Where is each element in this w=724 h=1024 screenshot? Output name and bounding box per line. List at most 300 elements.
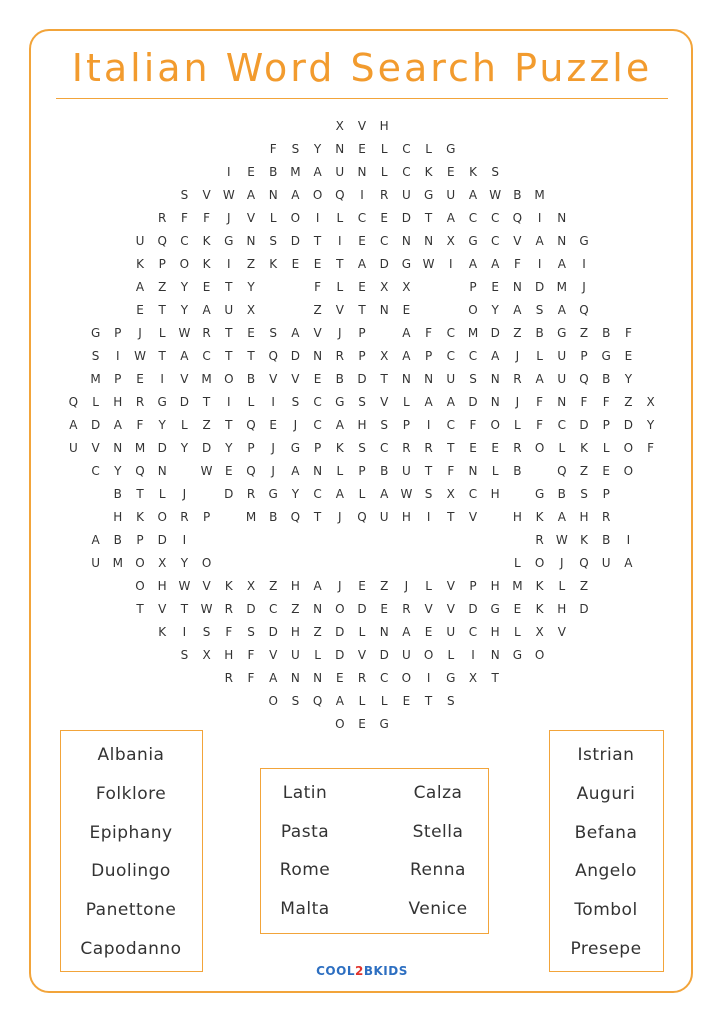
grid-letter: R [246, 487, 256, 501]
word-list-left [60, 730, 203, 972]
grid-letter: L [514, 418, 521, 432]
grid-letter: L [358, 487, 366, 501]
grid-letter: A [468, 188, 478, 202]
grid-letter: C [268, 602, 278, 616]
grid-letter: M [534, 188, 545, 202]
grid-letter: K [469, 165, 477, 179]
grid-letter: L [181, 418, 188, 432]
grid-letter: R [402, 441, 411, 455]
grid-letter: Q [579, 303, 589, 317]
grid-letter: N [490, 372, 500, 386]
grid-letter: X [468, 671, 478, 685]
grid-letter: U [290, 648, 300, 662]
grid-letter: M [556, 280, 567, 294]
grid-letter: M [90, 372, 101, 386]
grid-letter: N [335, 142, 345, 156]
page-title: Italian Word Search Puzzle [71, 46, 653, 90]
grid-letter: G [601, 349, 611, 363]
word-list-item: Angelo [575, 861, 637, 882]
grid-letter: P [114, 326, 122, 340]
grid-letter: F [469, 418, 477, 432]
grid-letter: T [225, 418, 233, 432]
grid-letter: H [224, 648, 234, 662]
grid-letter: C [446, 349, 455, 363]
grid-letter: G [579, 234, 589, 248]
grid-letter: H [579, 510, 589, 524]
grid-letter: D [534, 280, 545, 294]
word-list-item: Panettone [85, 900, 177, 921]
grid-letter: F [225, 625, 233, 639]
grid-letter: X [446, 487, 455, 501]
grid-letter: O [534, 648, 545, 662]
grid-letter: H [157, 579, 167, 593]
grid-letter: V [446, 579, 455, 593]
grid-letter: L [336, 211, 344, 225]
grid-letter: Y [491, 303, 499, 317]
grid-letter: W [422, 257, 435, 271]
grid-letter: D [401, 211, 412, 225]
grid-letter: K [424, 165, 433, 179]
grid-letter: Q [157, 234, 167, 248]
grid-letter: L [336, 280, 344, 294]
grid-letter: G [446, 142, 456, 156]
grid-letter: D [357, 372, 367, 386]
grid-letter: A [513, 303, 522, 317]
grid-letter: A [557, 257, 566, 271]
grid-letter: N [157, 464, 167, 478]
grid-letter: D [179, 395, 190, 409]
grid-letter: C [468, 211, 478, 225]
grid-letter: Q [68, 395, 79, 409]
grid-letter: Q [246, 418, 256, 432]
grid-letter: O [157, 510, 167, 524]
grid-letter: Z [513, 326, 522, 340]
grid-letter: A [491, 257, 500, 271]
grid-letter: E [269, 418, 277, 432]
word-list-right [549, 730, 664, 972]
grid-letter: A [557, 303, 566, 317]
grid-letter: X [335, 119, 344, 133]
grid-letter: B [113, 487, 122, 501]
grid-letter: D [335, 648, 345, 662]
grid-letter: I [182, 625, 187, 639]
grid-letter: H [113, 510, 123, 524]
grid-letter: J [271, 464, 275, 478]
grid-letter: B [269, 510, 278, 524]
grid-letter: O [135, 556, 145, 570]
grid-letter: L [380, 694, 388, 708]
grid-letter: A [624, 556, 633, 570]
grid-letter: J [293, 418, 298, 432]
grid-letter: B [380, 464, 389, 478]
grid-letter: V [269, 648, 278, 662]
grid-letter: E [313, 257, 322, 271]
grid-letter: N [490, 648, 500, 662]
grid-letter: Y [313, 142, 322, 156]
grid-letter: X [646, 395, 655, 409]
grid-letter: L [380, 165, 388, 179]
grid-letter: C [490, 234, 500, 248]
grid-letter: C [379, 671, 389, 685]
grid-letter: Q [335, 188, 345, 202]
grid-letter: X [246, 303, 256, 317]
grid-letter: F [247, 648, 255, 662]
grid-letter: M [245, 510, 257, 524]
grid-letter: L [247, 395, 255, 409]
grid-letter: U [91, 556, 100, 570]
grid-letter: Z [313, 303, 322, 317]
grid-letter: A [202, 303, 211, 317]
grid-letter: A [135, 280, 145, 294]
grid-letter: C [379, 234, 389, 248]
grid-letter: A [535, 234, 544, 248]
grid-letter: C [468, 625, 478, 639]
grid-letter: N [113, 441, 123, 455]
grid-letter: V [313, 326, 322, 340]
grid-letter: F [136, 418, 144, 432]
grid-letter: T [424, 694, 433, 708]
grid-letter: G [90, 326, 101, 340]
grid-letter: S [291, 694, 300, 708]
grid-letter: C [446, 326, 455, 340]
grid-letter: L [358, 694, 366, 708]
grid-letter: F [536, 418, 544, 432]
grid-letter: P [580, 349, 588, 363]
grid-letter: T [380, 372, 388, 386]
grid-letter: E [291, 257, 300, 271]
grid-letter: T [225, 280, 233, 294]
grid-letter: H [557, 602, 567, 616]
grid-letter: F [536, 395, 544, 409]
grid-letter: U [557, 349, 567, 363]
grid-letter: S [291, 142, 300, 156]
grid-letter: S [535, 303, 544, 317]
grid-letter: B [602, 533, 611, 547]
grid-letter: T [358, 303, 366, 317]
grid-letter: J [271, 441, 275, 455]
grid-letter: L [425, 579, 432, 593]
grid-letter: D [468, 602, 478, 616]
word-list-item: Presepe [570, 939, 642, 959]
grid-letter: G [379, 717, 389, 731]
grid-letter: R [380, 188, 389, 202]
grid-letter: A [180, 349, 189, 363]
grid-letter: A [91, 533, 100, 547]
grid-letter: E [247, 165, 255, 179]
grid-letter: U [446, 372, 456, 386]
grid-letter: C [313, 418, 322, 432]
grid-letter: U [401, 464, 411, 478]
grid-letter: B [246, 372, 256, 386]
grid-letter: T [136, 487, 144, 501]
grid-letter: S [269, 234, 277, 248]
grid-letter: F [203, 211, 211, 225]
grid-letter: A [446, 211, 455, 225]
grid-letter: D [379, 257, 389, 271]
grid-letter: J [338, 510, 342, 524]
grid-letter: K [535, 602, 544, 616]
grid-letter: W [200, 464, 213, 478]
grid-letter: T [158, 349, 166, 363]
grid-letter: A [402, 349, 411, 363]
grid-letter: T [447, 510, 455, 524]
grid-letter: Q [290, 510, 301, 524]
grid-letter: G [468, 234, 478, 248]
grid-letter: U [68, 441, 78, 455]
grid-letter: H [290, 625, 300, 639]
grid-letter: W [555, 533, 568, 547]
grid-letter: A [491, 349, 500, 363]
grid-letter: O [490, 418, 500, 432]
grid-letter: I [227, 395, 231, 409]
grid-letter: H [490, 625, 500, 639]
grid-letter: D [268, 625, 278, 639]
grid-letter: B [602, 326, 611, 340]
grid-letter: D [379, 648, 389, 662]
grid-letter: E [358, 579, 366, 593]
grid-letter: N [557, 395, 567, 409]
grid-letter: Q [579, 372, 589, 386]
grid-letter: Y [114, 464, 122, 478]
grid-letter: K [535, 510, 544, 524]
grid-letter: A [113, 418, 122, 432]
grid-letter: I [182, 533, 187, 547]
grid-letter: A [291, 326, 300, 340]
grid-letter: G [401, 257, 412, 271]
grid-letter: L [336, 464, 344, 478]
grid-letter: T [313, 234, 322, 248]
grid-letter: L [602, 441, 610, 455]
grid-letter: C [468, 487, 478, 501]
grid-letter: A [335, 418, 344, 432]
grid-letter: D [490, 326, 500, 340]
grid-letter: V [380, 395, 389, 409]
grid-letter: H [512, 510, 522, 524]
grid-letter: E [358, 280, 366, 294]
logo-part-cool: COOL [316, 964, 355, 978]
grid-letter: J [227, 211, 231, 225]
grid-letter: J [338, 579, 342, 593]
grid-letter: P [602, 487, 610, 501]
grid-letter: H [401, 510, 411, 524]
grid-letter: F [624, 326, 632, 340]
grid-letter: X [402, 280, 411, 294]
grid-letter: I [582, 257, 586, 271]
grid-letter: C [446, 418, 455, 432]
grid-letter: A [424, 395, 433, 409]
grid-letter: T [247, 349, 255, 363]
grid-letter: D [335, 625, 345, 639]
grid-letter: U [446, 188, 456, 202]
grid-letter: E [358, 142, 366, 156]
grid-letter: A [357, 257, 367, 271]
grid-letter: X [202, 648, 211, 662]
grid-letter: O [623, 464, 634, 478]
grid-letter: P [114, 372, 122, 386]
word-list-item: Duolingo [91, 861, 171, 882]
grid-letter: D [157, 533, 167, 547]
grid-letter: I [537, 257, 542, 271]
grid-letter: P [358, 326, 366, 340]
grid-letter: H [290, 579, 300, 593]
grid-letter: G [512, 648, 523, 662]
grid-letter: U [135, 234, 145, 248]
grid-letter: S [291, 395, 300, 409]
grid-letter: T [313, 510, 322, 524]
grid-letter: Q [357, 510, 367, 524]
grid-letter: O [401, 671, 412, 685]
grid-letter: E [313, 372, 322, 386]
grid-letter: F [647, 441, 655, 455]
grid-letter: D [224, 487, 234, 501]
grid-letter: R [513, 372, 522, 386]
grid-letter: Y [180, 303, 189, 317]
grid-letter: T [158, 303, 166, 317]
word-list-item: Venice [408, 898, 468, 919]
grid-letter: V [468, 510, 478, 524]
grid-letter: S [424, 487, 433, 501]
grid-letter: N [424, 234, 434, 248]
grid-letter: Z [246, 257, 256, 271]
grid-letter: X [246, 579, 256, 593]
grid-letter: T [336, 257, 344, 271]
grid-letter: R [602, 510, 611, 524]
cool2bkids-logo [0, 964, 724, 978]
grid-letter: B [335, 372, 344, 386]
grid-letter: B [557, 487, 566, 501]
grid-letter: J [182, 487, 187, 501]
grid-letter: E [136, 372, 144, 386]
grid-letter: D [579, 602, 589, 616]
grid-letter: U [401, 188, 411, 202]
word-list-item: Tombol [574, 900, 638, 921]
grid-letter: L [491, 464, 499, 478]
grid-letter: P [424, 349, 433, 363]
grid-letter: T [225, 326, 233, 340]
grid-letter: I [227, 165, 231, 179]
grid-letter: D [623, 418, 634, 432]
word-list-item: Stella [412, 821, 464, 842]
grid-letter: E [380, 602, 388, 616]
grid-letter: N [357, 165, 367, 179]
grid-letter: F [247, 671, 255, 685]
grid-letter: R [357, 671, 367, 685]
grid-letter: F [447, 464, 455, 478]
grid-letter: B [602, 372, 611, 386]
grid-letter: C [468, 349, 478, 363]
grid-letter: Y [646, 418, 655, 432]
grid-letter: K [202, 257, 211, 271]
grid-letter: K [224, 579, 233, 593]
grid-letter: Z [291, 602, 300, 616]
grid-letter: C [402, 165, 411, 179]
grid-letter: W [489, 188, 502, 202]
grid-letter: V [180, 372, 189, 386]
grid-letter: V [357, 648, 367, 662]
grid-letter: H [113, 395, 123, 409]
grid-letter: W [222, 188, 235, 202]
grid-letter: N [379, 303, 389, 317]
grid-letter: P [158, 257, 166, 271]
grid-letter: B [513, 464, 522, 478]
grid-letter: J [582, 280, 586, 294]
grid-letter: V [91, 441, 100, 455]
grid-letter: I [338, 234, 342, 248]
grid-letter: O [312, 188, 323, 202]
grid-letter: S [380, 418, 388, 432]
grid-letter: W [200, 602, 213, 616]
grid-letter: Q [512, 211, 523, 225]
grid-letter: S [202, 625, 211, 639]
grid-letter: I [116, 349, 120, 363]
grid-letter: Y [624, 372, 633, 386]
grid-letter: N [424, 372, 434, 386]
grid-letter: V [424, 602, 433, 616]
grid-letter: K [158, 625, 167, 639]
grid-letter: V [246, 211, 256, 225]
grid-letter: U [446, 625, 456, 639]
grid-letter: F [513, 257, 521, 271]
grid-letter: M [134, 441, 146, 455]
grid-letter: Z [158, 280, 167, 294]
grid-letter: Z [313, 625, 322, 639]
grid-letter: Y [247, 280, 255, 294]
word-list-item: Pasta [280, 821, 330, 842]
grid-letter: U [601, 556, 611, 570]
grid-letter: N [313, 602, 323, 616]
grid-letter: O [179, 257, 190, 271]
grid-letter: L [558, 441, 566, 455]
grid-letter: Q [579, 556, 589, 570]
grid-letter: V [513, 234, 522, 248]
grid-letter: L [514, 625, 521, 639]
word-list-item: Istrian [577, 745, 635, 765]
grid-letter: L [158, 326, 166, 340]
grid-letter: C [402, 142, 411, 156]
grid-letter: L [158, 487, 166, 501]
grid-letter: P [313, 441, 322, 455]
grid-letter: S [180, 188, 189, 202]
grid-letter: E [202, 280, 211, 294]
word-list-item: Malta [280, 898, 330, 919]
grid-letter: N [246, 234, 256, 248]
grid-letter: L [403, 395, 410, 409]
word-list-item: Capodanno [80, 939, 182, 959]
grid-letter: D [290, 234, 301, 248]
grid-letter: C [379, 441, 389, 455]
grid-letter: W [178, 326, 191, 340]
word-list-item: Rome [279, 860, 331, 880]
grid-letter: L [425, 142, 432, 156]
grid-letter: G [290, 441, 301, 455]
grid-letter: M [512, 579, 523, 593]
grid-letter: N [290, 671, 300, 685]
grid-letter: V [357, 119, 367, 133]
grid-letter: P [358, 349, 366, 363]
grid-letter: N [557, 234, 567, 248]
grid-letter: E [336, 671, 344, 685]
grid-letter: I [449, 257, 453, 271]
grid-letter: A [535, 372, 544, 386]
grid-letter: P [402, 418, 411, 432]
grid-letter: T [180, 602, 189, 616]
grid-letter: O [335, 717, 345, 731]
grid-letter: N [512, 280, 522, 294]
grid-letter: G [446, 671, 456, 685]
grid-letter: K [580, 533, 588, 547]
grid-letter: Q [246, 464, 256, 478]
grid-letter: R [135, 395, 145, 409]
